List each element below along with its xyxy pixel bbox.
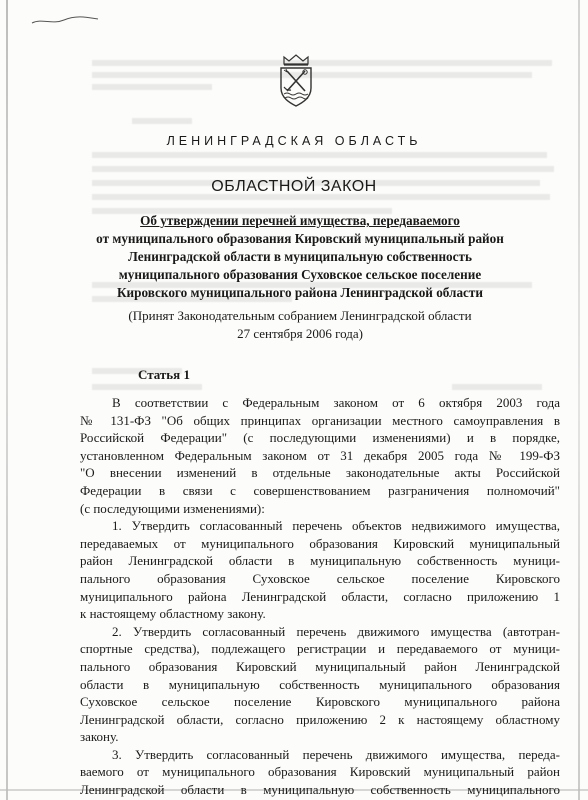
body-line: 1. Утвердить согласованный перечень объектов недвижимого имущества,	[112, 518, 560, 534]
law-subject	[70, 212, 530, 302]
body-line: Российской Федерации" (с последующими изменениями) и в порядке,	[80, 430, 560, 446]
body-line: пального образования Суховское сельское поселение Кировского	[80, 570, 560, 586]
body-line: район Ленинградской области в муниципальную собственность муници-	[80, 553, 560, 569]
body-line: "О внесении изменений в отдельные законодательные акты Российской	[80, 465, 560, 481]
coat-of-arms-icon	[276, 52, 316, 108]
body-line: муниципального района Ленинградской области, согласно приложению 1	[80, 588, 560, 604]
subject-line: от муниципального образования Кировский муниципальный район	[96, 231, 504, 246]
body-line: В соответствии с Федеральным законом от 6 октября 2003 года	[112, 395, 560, 410]
body-line: Ленинградской области в муниципальную собственность муниципального	[80, 782, 560, 798]
body-line: Федерации в связи с совершенствованием разграничения полномочий"	[80, 482, 560, 498]
body-line: 2. Утвердить согласованный перечень движимого имущества (автотран-	[112, 623, 560, 639]
body-line: (с последующими изменениями):	[80, 500, 265, 516]
body-line: ваемого от муниципального образования Кировский муниципальный район	[80, 764, 560, 780]
adoption-line: (Принят Законодательным собранием Ленинградской области	[128, 308, 472, 323]
body-line: установленном Федеральным законом от 31 декабря 2005 года № 199-ФЗ	[80, 447, 560, 463]
body-line: закону.	[80, 729, 119, 745]
subject-line: муниципального образования Суховское сельское поселение	[118, 267, 482, 282]
body-line: передаваемых от муниципального образования Кировский муниципальный	[80, 535, 560, 551]
pen-mark	[30, 14, 100, 28]
adoption-line: 27 сентября 2006 года)	[237, 326, 363, 341]
subject-line: Об утверждении перечней имущества, передаваемого	[140, 213, 460, 228]
subject-line: Ленинградской области в муниципальную собственность	[128, 249, 472, 264]
body-line: 3. Утвердить согласованный перечень движимого имущества, переда-	[112, 746, 560, 762]
subject-line: Кировского муниципального района Ленинградской области	[117, 285, 483, 300]
adoption-note	[90, 307, 510, 343]
law-type-title: ОБЛАСТНОЙ ЗАКОН	[211, 178, 377, 195]
article-heading: Статья 1	[138, 367, 190, 382]
body-line: к настоящему областному закону.	[80, 606, 266, 622]
article-body	[80, 394, 560, 799]
body-line: пального образования Кировский муниципальный район Ленинградской	[80, 658, 560, 674]
scan-edge-left	[6, 0, 8, 800]
body-line: области в муниципальную собственность муниципального образования	[80, 676, 560, 692]
body-line: Ленинградской области, согласно приложению 2 к настоящему областному	[80, 711, 560, 727]
region-name: ЛЕНИНГРАДСКАЯ ОБЛАСТЬ	[166, 134, 422, 148]
body-line: Суховское сельское поселение Кировского муниципального района	[80, 694, 560, 710]
body-line: № 131-ФЗ "Об общих принципах организации местного самоуправления в	[80, 412, 560, 428]
body-line: спортные средства), подлежащего регистрации и передаваемого от муници-	[80, 641, 560, 657]
scan-edge-right	[578, 0, 580, 800]
